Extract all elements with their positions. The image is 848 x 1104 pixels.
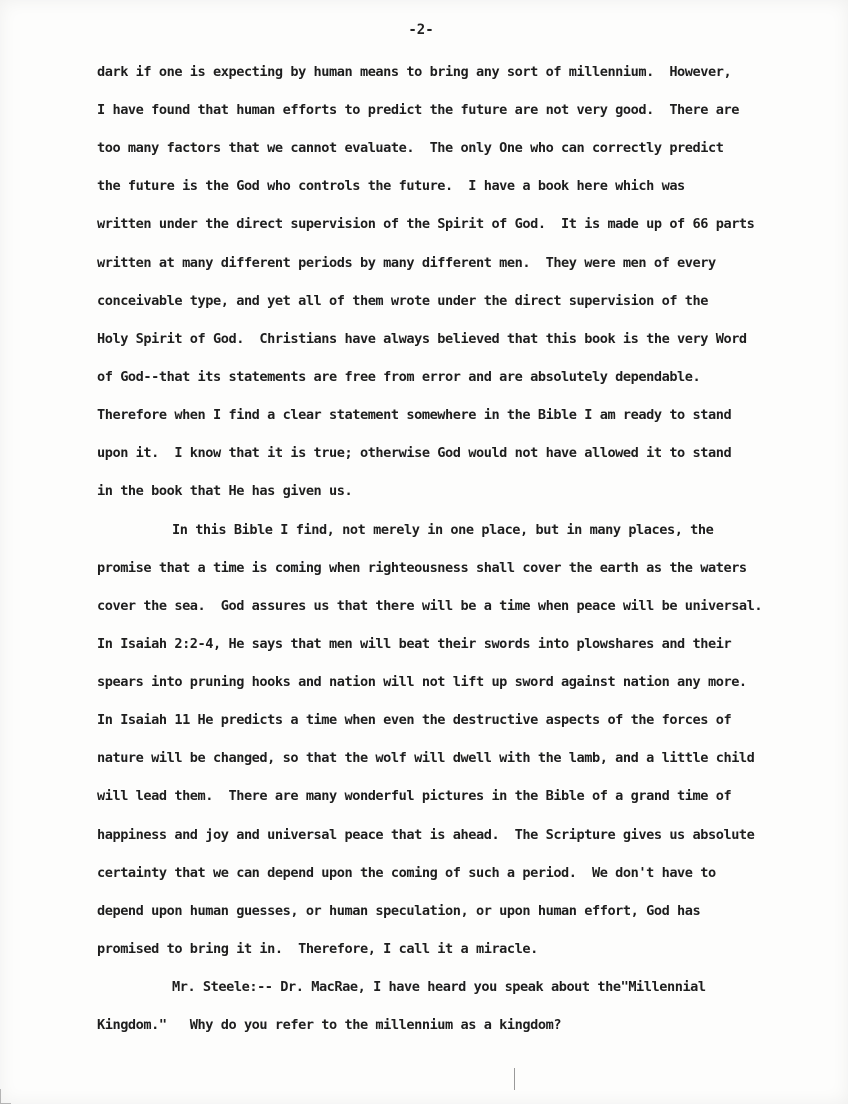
scan-mark [514,1068,515,1090]
text-line: written at many different periods by many different men. They were men of every [97,255,716,271]
text-line: cover the sea. God assures us that there will be a time when peace will be universal. [97,598,763,614]
text-line: certainty that we can depend upon the coming of such a period. We don't have to [97,865,716,881]
text-line: In Isaiah 11 He predicts a time when even the destructive aspects of the forces of [97,712,732,728]
text-line: upon it. I know that it is true; otherwise God would not have allowed it to stand [97,445,732,461]
text-line: will lead them. There are many wonderful pictures in the Bible of a grand time of [97,788,732,804]
text-line: Holy Spirit of God. Christians have always believed that this book is the very Word [97,331,747,347]
text-line: In this Bible I find, not merely in one place, but in many places, the [172,522,714,538]
text-line: In Isaiah 2:2-4, He says that men will beat their swords into plowshares and their [97,636,732,652]
text-line: Mr. Steele:-- Dr. MacRae, I have heard you speak about the"Millennial [172,979,706,995]
text-line: conceivable type, and yet all of them wrote under the direct supervision of the [97,293,708,309]
text-line: promised to bring it in. Therefore, I call it a miracle. [97,941,538,957]
text-line: of God--that its statements are free from error and are absolutely dependable. [97,369,701,385]
text-line: nature will be changed, so that the wolf will dwell with the lamb, and a little child [97,750,755,766]
text-line: happiness and joy and universal peace that is ahead. The Scripture gives us absolute [97,827,755,843]
text-line: Therefore when I find a clear statement somewhere in the Bible I am ready to stand [97,407,732,423]
text-line: I have found that human efforts to predict the future are not very good. There are [97,102,739,118]
text-line: in the book that He has given us. [97,483,353,499]
text-line: depend upon human guesses, or human speculation, or upon human effort, God has [97,903,701,919]
page-number: -2- [408,22,434,38]
text-line: dark if one is expecting by human means to bring any sort of millennium. However, [97,64,732,80]
text-line: too many factors that we cannot evaluate. The only One who can correctly predict [97,140,724,156]
text-line: written under the direct supervision of the Spirit of God. It is made up of 66 parts [97,216,755,232]
scan-corner-mark [0,1089,11,1104]
text-line: the future is the God who controls the future. I have a book here which was [97,178,685,194]
text-line: Kingdom." Why do you refer to the millennium as a kingdom? [97,1017,562,1033]
text-line: spears into pruning hooks and nation will not lift up sword against nation any more. [97,674,747,690]
text-line: promise that a time is coming when righteousness shall cover the earth as the waters [97,560,747,576]
